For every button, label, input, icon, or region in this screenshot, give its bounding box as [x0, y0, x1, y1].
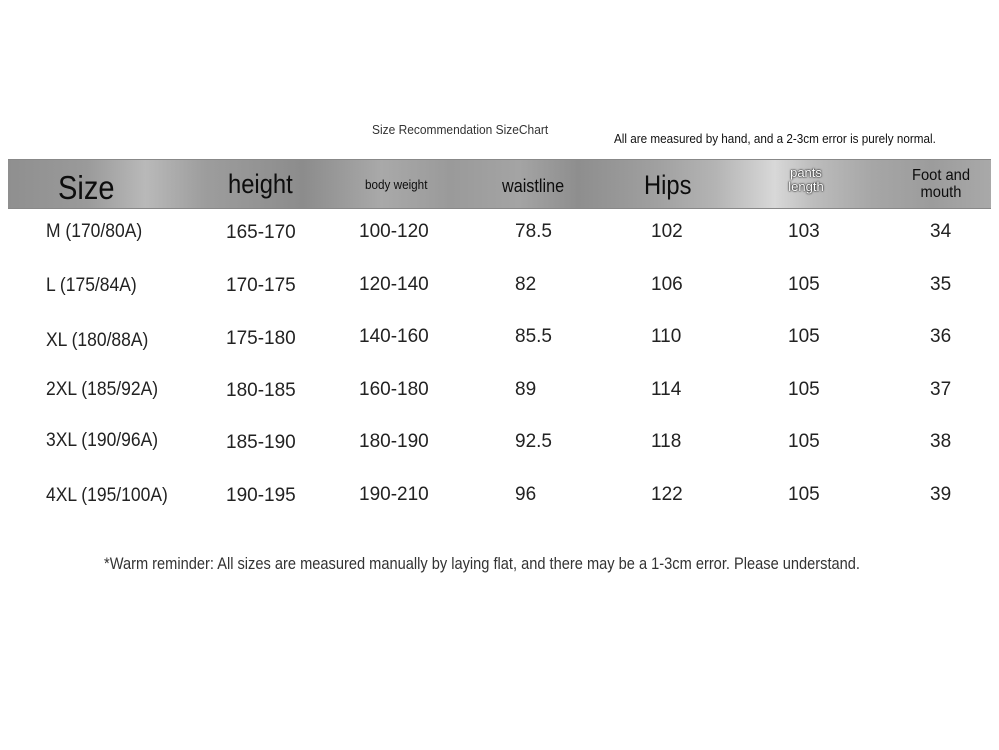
cell-height: 190-195	[226, 485, 296, 506]
cell-foot: 35	[930, 274, 952, 295]
header-foot-line1: Foot and	[911, 167, 971, 184]
header-foot-and-mouth	[908, 168, 974, 202]
cell-pants: 105	[788, 484, 820, 505]
table-header-band	[8, 159, 991, 209]
cell-foot: 36	[930, 326, 952, 347]
cell-size: M (170/80A)	[46, 221, 143, 242]
header-foot-line2: mouth	[920, 183, 962, 201]
cell-pants: 105	[788, 431, 820, 452]
cell-hips: 122	[651, 484, 683, 505]
cell-height: 180-185	[226, 380, 296, 401]
cell-height: 175-180	[226, 328, 296, 349]
cell-size: 2XL (185/92A)	[46, 379, 159, 400]
cell-pants: 103	[788, 221, 820, 242]
header-pants-line1: pants	[790, 165, 822, 180]
cell-foot: 38	[930, 431, 952, 452]
cell-foot: 39	[930, 484, 952, 505]
cell-size: L (175/84A)	[46, 275, 137, 296]
cell-hips: 118	[651, 431, 682, 452]
cell-weight: 120-140	[359, 274, 429, 295]
cell-hips: 114	[651, 379, 682, 400]
chart-caption: Size Recommendation SizeChart	[372, 122, 549, 137]
cell-foot: 34	[930, 221, 952, 242]
cell-size: 4XL (195/100A)	[46, 485, 168, 506]
cell-size: XL (180/88A)	[46, 330, 149, 351]
header-size: Size	[58, 169, 115, 206]
cell-waist: 96	[515, 484, 537, 505]
cell-hips: 110	[651, 326, 682, 347]
cell-pants: 105	[788, 379, 820, 400]
cell-height: 185-190	[226, 432, 296, 453]
cell-weight: 140-160	[359, 326, 429, 347]
header-pants-line2: length	[788, 178, 824, 194]
header-waistline: waistline	[502, 176, 565, 196]
header-pants-length	[784, 166, 828, 193]
cell-weight: 100-120	[359, 221, 429, 242]
header-body-weight: body weight	[365, 177, 428, 192]
cell-waist: 85.5	[515, 326, 552, 347]
cell-hips: 102	[651, 221, 683, 242]
cell-hips: 106	[651, 274, 683, 295]
cell-waist: 82	[515, 274, 537, 295]
cell-weight: 180-190	[359, 431, 429, 452]
warm-reminder: *Warm reminder: All sizes are measured manually by laying flat, and there may be a 1-3cm error. Please understand.	[104, 554, 860, 573]
cell-foot: 37	[930, 379, 952, 400]
cell-weight: 160-180	[359, 379, 429, 400]
cell-waist: 92.5	[515, 431, 552, 452]
measurement-note: All are measured by hand, and a 2-3cm error is purely normal.	[614, 131, 936, 146]
cell-weight: 190-210	[359, 484, 429, 505]
cell-pants: 105	[788, 326, 820, 347]
cell-height: 165-170	[226, 222, 296, 243]
cell-height: 170-175	[226, 275, 296, 296]
cell-pants: 105	[788, 274, 820, 295]
cell-size: 3XL (190/96A)	[46, 430, 159, 451]
header-height: height	[228, 169, 293, 199]
cell-waist: 78.5	[515, 221, 552, 242]
header-hips: Hips	[644, 170, 692, 200]
cell-waist: 89	[515, 379, 537, 400]
